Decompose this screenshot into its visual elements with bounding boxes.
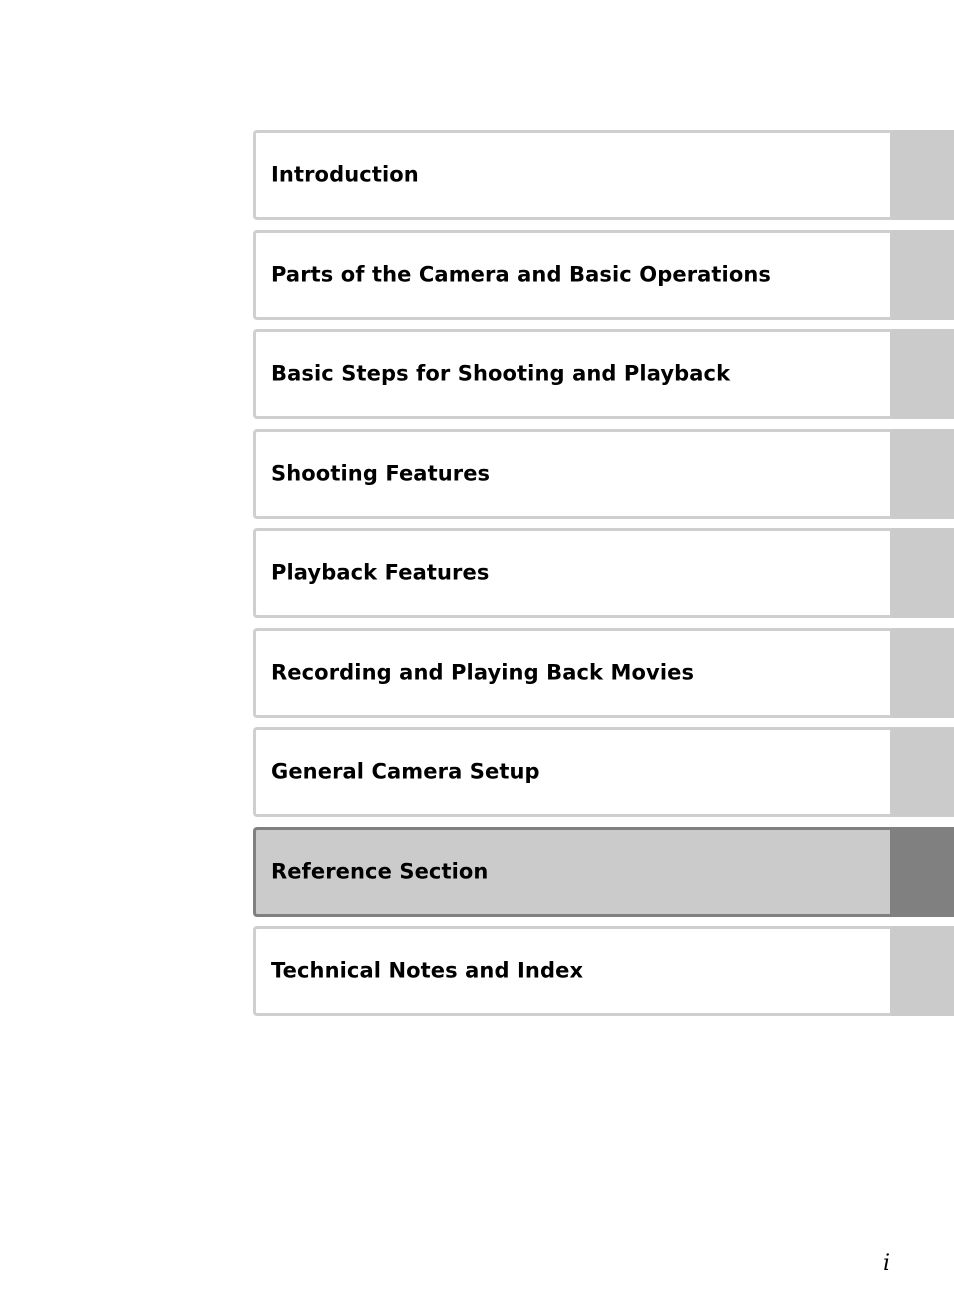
thumb-index-tab [890, 528, 954, 618]
section-label: Introduction [271, 162, 419, 187]
section-technical-notes[interactable] [253, 926, 954, 1016]
section-index [253, 130, 954, 1026]
page-number: i [882, 1251, 890, 1276]
thumb-index-tab [890, 628, 954, 718]
section-label: Reference Section [271, 859, 489, 884]
thumb-index-tab [890, 230, 954, 320]
section-label: Playback Features [271, 560, 490, 585]
section-label: Technical Notes and Index [271, 958, 584, 983]
section-parts-of-camera[interactable] [253, 230, 954, 320]
section-shooting-features[interactable] [253, 429, 954, 519]
thumb-index-tab [890, 130, 954, 220]
section-label: Parts of the Camera and Basic Operations [271, 262, 772, 287]
section-label: General Camera Setup [271, 759, 540, 784]
section-label: Recording and Playing Back Movies [271, 660, 695, 685]
section-label: Shooting Features [271, 461, 491, 486]
section-playback-features[interactable] [253, 528, 954, 618]
thumb-index-tab [890, 727, 954, 817]
thumb-index-tab [890, 329, 954, 419]
section-introduction[interactable] [253, 130, 954, 220]
thumb-index-tab [890, 429, 954, 519]
thumb-index-tab-active [890, 827, 954, 917]
section-movies[interactable] [253, 628, 954, 718]
section-reference[interactable] [253, 827, 954, 917]
thumb-index-tab [890, 926, 954, 1016]
section-basic-steps[interactable] [253, 329, 954, 419]
section-label: Basic Steps for Shooting and Playback [271, 361, 731, 386]
section-general-setup[interactable] [253, 727, 954, 817]
